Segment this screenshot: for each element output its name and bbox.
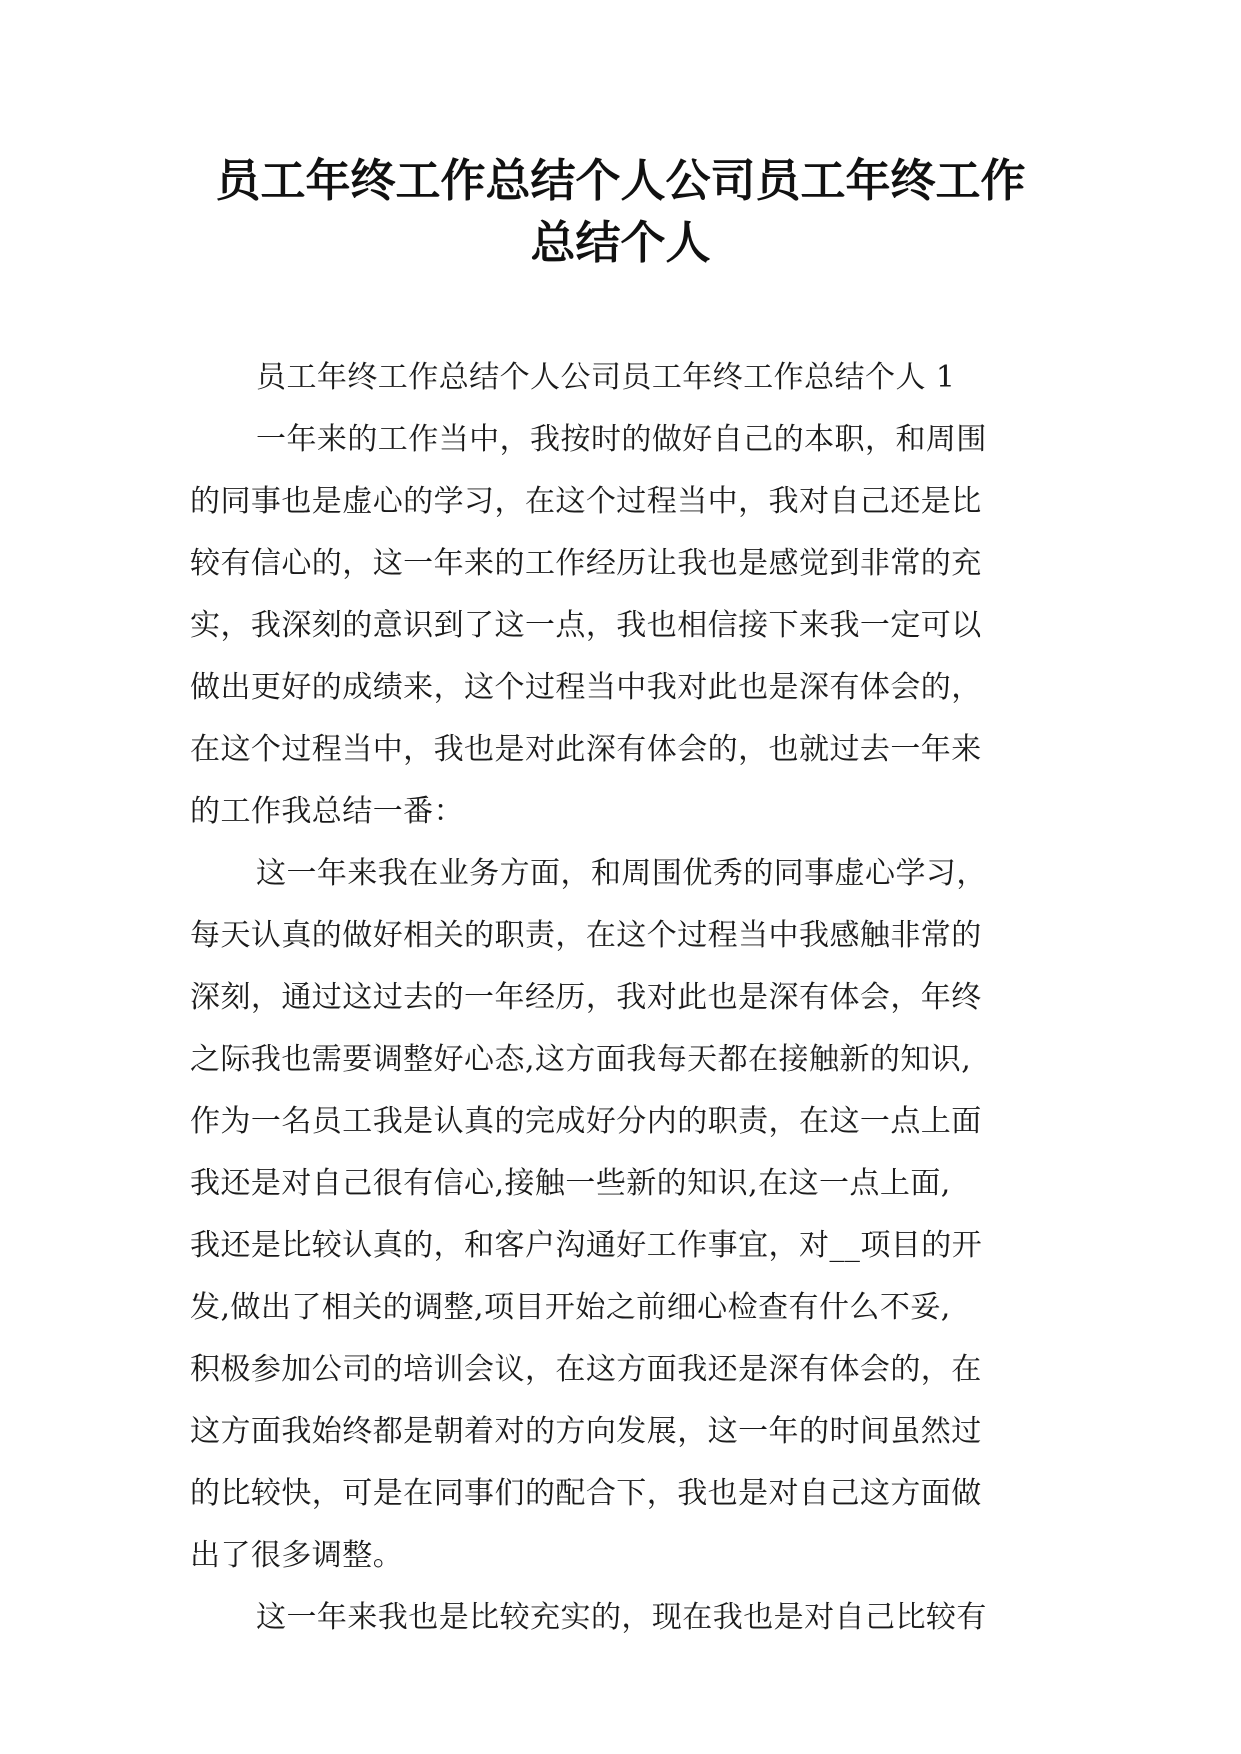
paragraph bbox=[190, 843, 1070, 1587]
text-line: 发,做出了相关的调整,项目开始之前细心检查有什么不妥, bbox=[190, 1290, 951, 1325]
text-line: 员工年终工作总结个人公司员工年终工作总结个人 1 bbox=[256, 360, 956, 395]
text-line: 一年来的工作当中，我按时的做好自己的本职，和周围 bbox=[256, 422, 987, 457]
text-line: 的比较快，可是在同事们的配合下，我也是对自己这方面做 bbox=[190, 1476, 982, 1511]
text-line: 之际我也需要调整好心态,这方面我每天都在接触新的知识, bbox=[190, 1042, 972, 1077]
text-line: 深刻，通过这过去的一年经历，我对此也是深有体会，年终 bbox=[190, 980, 982, 1015]
text-line: 每天认真的做好相关的职责，在这个过程当中我感触非常的 bbox=[190, 918, 982, 953]
text-line: 这一年来我在业务方面，和周围优秀的同事虚心学习， bbox=[256, 856, 987, 891]
title-line: 总结个人 bbox=[530, 216, 711, 269]
text-line: 在这个过程当中，我也是对此深有体会的，也就过去一年来 bbox=[190, 732, 982, 767]
title-line: 员工年终工作总结个人公司员工年终工作 bbox=[215, 154, 1026, 207]
text-line: 我还是比较认真的，和客户沟通好工作事宜，对__项目的开 bbox=[190, 1228, 983, 1263]
text-line: 较有信心的，这一年来的工作经历让我也是感觉到非常的充 bbox=[190, 546, 982, 581]
text-line: 出了很多调整。 bbox=[190, 1538, 404, 1573]
text-line: 的同事也是虚心的学习，在这个过程当中，我对自己还是比 bbox=[190, 484, 982, 519]
text-line: 实，我深刻的意识到了这一点，我也相信接下来我一定可以 bbox=[190, 608, 982, 643]
text-line: 的工作我总结一番： bbox=[190, 794, 465, 829]
text-line: 我还是对自己很有信心,接触一些新的知识,在这一点上面, bbox=[190, 1166, 951, 1201]
text-line: 作为一名员工我是认真的完成好分内的职责，在这一点上面 bbox=[190, 1104, 982, 1139]
text-line: 这方面我始终都是朝着对的方向发展，这一年的时间虽然过 bbox=[190, 1414, 982, 1449]
text-line: 积极参加公司的培训会议，在这方面我还是深有体会的，在 bbox=[190, 1352, 982, 1387]
text-line: 做出更好的成绩来，这个过程当中我对此也是深有体会的， bbox=[190, 670, 982, 705]
document-body bbox=[190, 347, 1070, 1649]
paragraph bbox=[190, 1587, 1070, 1649]
text-line: 这一年来我也是比较充实的，现在我也是对自己比较有 bbox=[256, 1600, 987, 1635]
paragraph bbox=[190, 409, 1070, 843]
paragraph-heading bbox=[190, 347, 1070, 409]
document-title bbox=[150, 150, 1091, 274]
